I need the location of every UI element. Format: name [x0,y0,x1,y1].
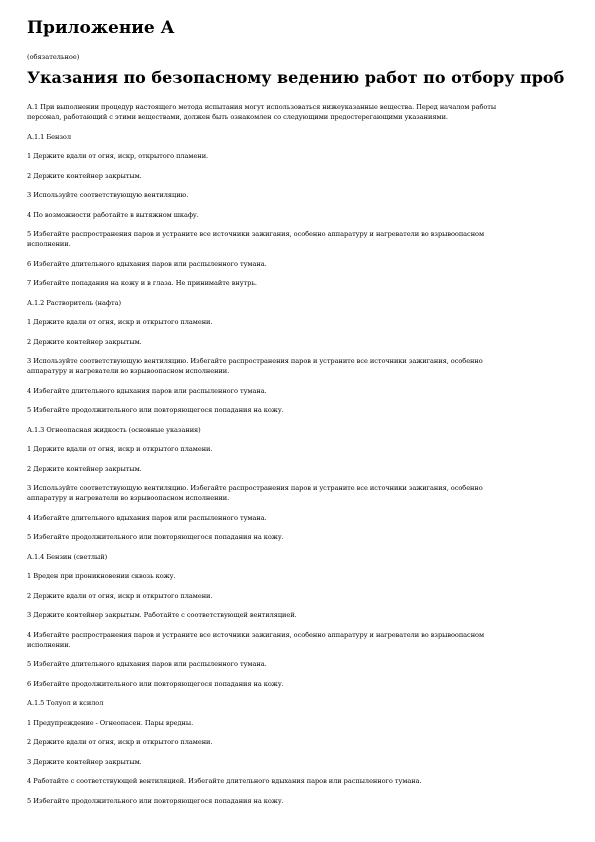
list-item: 4 По возможности работайте в вытяжном шкафу. [27,210,199,219]
list-item: 2 Держите вдали от огня, искр и открытого пламени. [27,738,213,746]
list-item: 3 Держите контейнер закрытым. [27,757,142,766]
list-item: 1 Держите вдали от огня, искр, открытого пламени. [27,152,209,160]
list-item: 5 Избегайте продолжительного или повторяющегося попадания на кожу. [27,533,284,541]
intro-paragraph: персонал, работающий с этими веществами, должен быть ознакомлен со следующими предостерегающими указаниями. [27,113,448,121]
list-item: 1 Вреден при проникновении сквозь кожу. [27,572,176,580]
list-item: 4 Избегайте распространения паров и устраните все источники зажигания, особенно аппаратуру и нагреватели во взрывоопасном [27,630,485,639]
list-item: 5 Избегайте длительного вдыхания паров или распыленного тумана. [27,660,267,668]
intro-paragraph: А.1 При выполнении процедур настоящего метода испытания могут использоваться нижеуказанные вещества. Перед началом работы [27,103,497,111]
list-item: 2 Держите контейнер закрытым. [27,464,142,473]
section-title: А.1.3 Огнеопасная жидкость (основные указания) [27,425,201,434]
list-item: 2 Держите контейнер закрытым. [27,337,142,346]
list-item: 5 Избегайте распространения паров и устраните все источники зажигания, особенно аппаратуру и нагреватели во взрывоопасном [27,230,485,238]
list-item: 6 Избегайте продолжительного или повторяющегося попадания на кожу. [27,679,284,688]
list-item: 1 Держите вдали от огня, искр и открытого пламени. [27,445,213,453]
list-item: 4 Избегайте длительного вдыхания паров или распыленного тумана. [27,513,267,522]
list-item: исполнении. [27,240,71,248]
list-item: 4 Работайте с соответствующей вентиляцией. Избегайте длительного вдыхания паров или распыленного тумана. [27,777,422,785]
appendix-title: Приложение А [27,18,175,38]
section-title: А.1.5 Толуол и ксилол [27,699,104,707]
list-item: 3 Держите контейнер закрытым. Работайте с соответствующей вентиляцией. [27,611,297,619]
appendix-status: (обязательное) [27,53,80,61]
list-item: 6 Избегайте длительного вдыхания паров или распыленного тумана. [27,259,267,268]
section-title: А.1.1 Бензол [27,132,71,141]
list-item: 7 Избегайте попадания на кожу и в глаза. Не принимайте внутрь. [27,279,257,287]
section-title: А.1.2 Растворитель (нафта) [27,298,122,307]
list-item: 5 Избегайте продолжительного или повторяющегося попадания на кожу. [27,796,284,805]
list-item: 3 Используйте соответствующую вентиляцию. [27,191,189,199]
list-item: аппаратуру и нагреватели во взрывоопасном исполнении. [27,367,230,375]
list-item: аппаратуру и нагреватели во взрывоопасном исполнении. [27,494,230,502]
list-item: исполнении. [27,640,71,649]
list-item: 2 Держите вдали от огня, искр и открытого пламени. [27,591,213,600]
section-title: А.1.4 Бензин (светлый) [27,552,108,561]
list-item: 3 Используйте соответствующую вентиляцию. Избегайте распространения паров и устраните все источники зажигания, особенно [27,357,483,365]
list-item: 1 Держите вдали от огня, искр и открытого пламени. [27,318,213,326]
list-item: 2 Держите контейнер закрытым. [27,171,142,180]
list-item: 3 Используйте соответствующую вентиляцию. Избегайте распространения паров и устраните все источники зажигания, особенно [27,484,483,492]
document-heading: Указания по безопасному ведению работ по отбору проб [27,68,565,87]
list-item: 5 Избегайте продолжительного или повторяющегося попадания на кожу. [27,406,284,414]
list-item: 1 Предупреждение - Огнеопасен. Пары вредны. [27,718,194,727]
list-item: 4 Избегайте длительного вдыхания паров или распыленного тумана. [27,386,267,395]
